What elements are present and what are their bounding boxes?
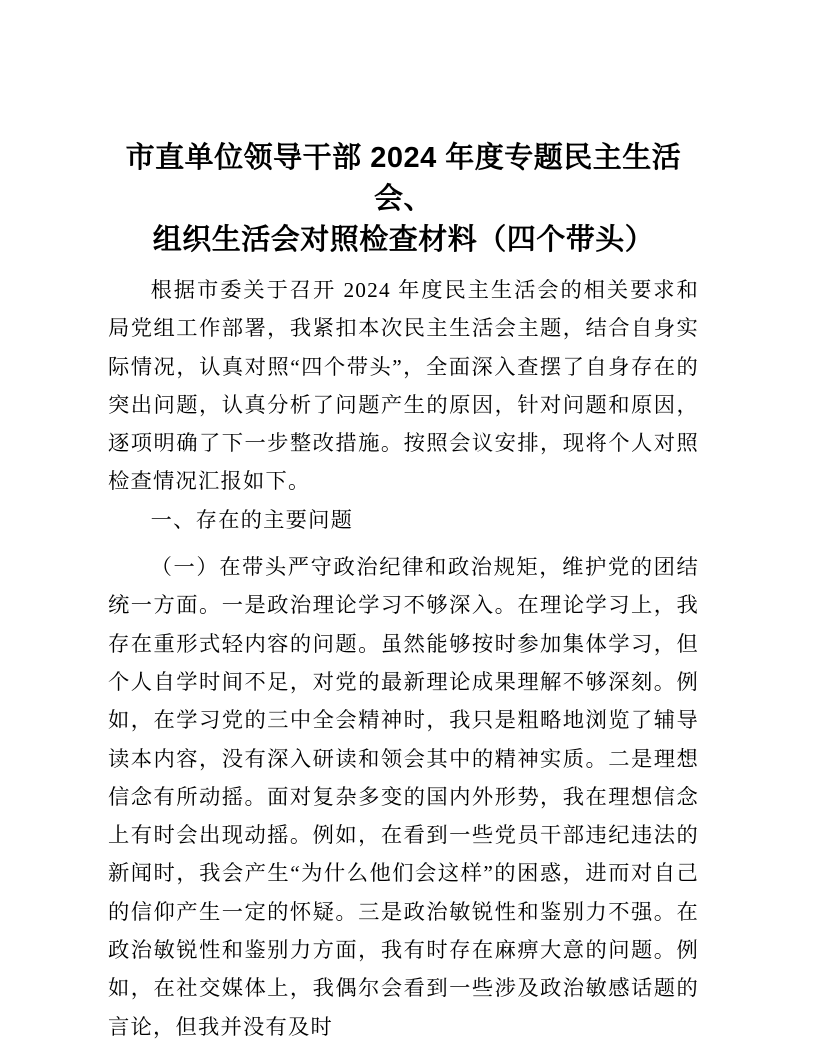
document-title-line-2: 组织生活会对照检查材料（四个带头） xyxy=(152,224,655,256)
document-body xyxy=(108,271,699,1046)
section-heading: 一、存在的主要问题 xyxy=(150,507,354,532)
document-title xyxy=(108,138,699,261)
body-paragraph: 根据市委关于召开 2024 年度民主生活会的相关要求和局党组工作部署，我紧扣本次民主生活会主题，结合自身实际情况，认真对照“四个带头”，全面深入查摆了自身存在的突出问题，认真分析了问题产生的原因，针对问题和原因，逐项明确了下一步整改措施。按照会议安排，现将个人对照检查情况汇报如下。 xyxy=(108,278,699,494)
document-title-line-1: 市直单位领导干部 2024 年度专题民主生活会、 xyxy=(125,142,682,215)
body-paragraph: （一）在带头严守政治纪律和政治规矩，维护党的团结统一方面。一是政治理论学习不够深入。在理论学习上，我存在重形式轻内容的问题。虽然能够按时参加集体学习，但个人自学时间不足，对党的最新理论成果理解不够深刻。例如，在学习党的三中全会精神时，我只是粗略地浏览了辅导读本内容，没有深入研读和领会其中的精神实质。二是理想信念有所动摇。面对复杂多变的国内外形势，我在理想信念上有时会出现动摇。例如，在看到一些党员干部违纪违法的新闻时，我会产生“为什么他们会这样”的困惑，进而对自己的信仰产生一定的怀疑。三是政治敏锐性和鉴别力不强。在政治敏锐性和鉴别力方面，我有时存在麻痹大意的问题。例如，在社交媒体上，我偶尔会看到一些涉及政治敏感话题的言论，但我并没有及时 xyxy=(108,555,699,1039)
